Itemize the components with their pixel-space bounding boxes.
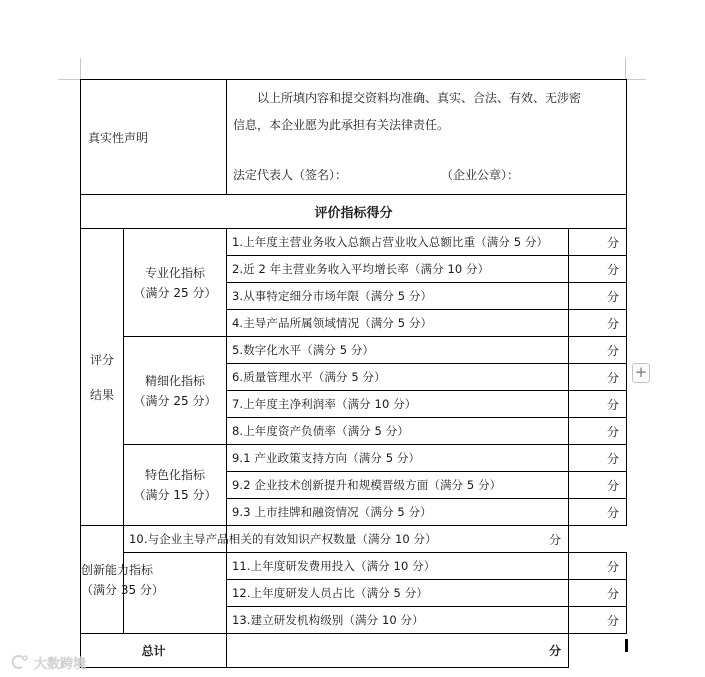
table-row xyxy=(81,553,627,580)
score-cell[interactable]: 分 xyxy=(569,607,627,634)
indicator-cell: 9.3 上市挂牌和融资情况（满分 5 分） xyxy=(227,499,569,526)
score-cell[interactable]: 分 xyxy=(569,391,627,418)
indicator-cell: 13.建立研发机构级别（满分 10 分） xyxy=(227,607,569,634)
indicator-cell: 9.2 企业技术创新提升和规模晋级方面（满分 5 分） xyxy=(227,472,569,499)
score-cell[interactable]: 分 xyxy=(569,580,627,607)
group-label-professional xyxy=(124,229,227,337)
score-cell[interactable]: 分 xyxy=(569,310,627,337)
score-result-label-line2: 结果 xyxy=(89,388,114,402)
score-cell[interactable]: 分 xyxy=(569,337,627,364)
table-row xyxy=(81,445,627,472)
watermark-logo xyxy=(10,653,100,673)
group-name: 专业化指标 xyxy=(145,265,206,280)
indicator-cell: 2.近 2 年主营业务收入平均增长率（满分 10 分） xyxy=(227,256,569,283)
indicator-cell: 6.质量管理水平（满分 5 分） xyxy=(227,364,569,391)
indicator-cell: 5.数字化水平（满分 5 分） xyxy=(227,337,569,364)
indicator-cell: 12.上年度研发人员占比（满分 5 分） xyxy=(227,580,569,607)
score-cell[interactable]: 分 xyxy=(569,256,627,283)
table-row xyxy=(81,526,627,553)
indicator-cell: 1.上年度主营业务收入总额占营业收入总额比重（满分 5 分） xyxy=(227,229,569,256)
group-name: 精细化指标 xyxy=(145,373,206,388)
legal-representative-signature-label: 法定代表人（签名）： xyxy=(233,168,348,182)
table-row xyxy=(81,229,627,256)
group-label-innovation xyxy=(81,526,164,634)
group-name: 创新能力指标 xyxy=(81,562,154,577)
score-cell[interactable]: 分 xyxy=(569,364,627,391)
group-full-score: （满分 25 分） xyxy=(133,393,217,408)
watermark-logo-icon xyxy=(10,653,100,673)
group-label-refinement xyxy=(124,337,227,445)
score-cell[interactable]: 分 xyxy=(227,526,569,553)
indicator-cell: 8.上年度资产负债率（满分 5 分） xyxy=(227,418,569,445)
score-cell[interactable]: 分 xyxy=(569,445,627,472)
section-title-row xyxy=(81,195,627,229)
score-cell[interactable]: 分 xyxy=(569,283,627,310)
indicator-cell: 3.从事特定细分市场年限（满分 5 分） xyxy=(227,283,569,310)
declaration-body xyxy=(227,80,627,195)
score-result-label xyxy=(81,229,124,526)
declaration-text-line2: 信息，本企业愿为此承担有关法律责任。 xyxy=(233,118,450,132)
evaluation-form-table xyxy=(80,79,627,668)
score-cell[interactable]: 分 xyxy=(569,553,627,580)
group-full-score: （满分 15 分） xyxy=(133,488,217,502)
table-row xyxy=(81,337,627,364)
declaration-row xyxy=(81,80,627,195)
section-title: 评价指标得分 xyxy=(81,195,627,229)
score-cell[interactable]: 分 xyxy=(569,499,627,526)
indicator-cell: 4.主导产品所属领域情况（满分 5 分） xyxy=(227,310,569,337)
group-full-score: （满分 25 分） xyxy=(133,285,217,300)
declaration-text-line1: 以上所填内容和提交资料均准确、真实、合法、有效、无涉密 xyxy=(257,91,582,105)
group-full-score: （满分 35 分） xyxy=(81,582,164,597)
group-label-specialty xyxy=(124,445,227,526)
total-label: 总计 xyxy=(81,634,227,668)
indicator-cell: 7.上年度主净利润率（满分 10 分） xyxy=(227,391,569,418)
score-cell[interactable]: 分 xyxy=(569,229,627,256)
indicator-cell: 10.与企业主导产品相关的有效知识产权数量（满分 10 分） xyxy=(124,526,227,553)
indicator-cell: 11.上年度研发费用投入（满分 10 分） xyxy=(227,553,569,580)
watermark-text: 大数跨境 xyxy=(34,657,87,672)
table-edge-marker xyxy=(625,639,628,652)
company-seal-label: （企业公章）： xyxy=(441,168,520,182)
group-name: 特色化指标 xyxy=(145,468,206,482)
total-row xyxy=(81,634,627,668)
declaration-label: 真实性声明 xyxy=(81,80,227,195)
indicator-cell: 9.1 产业政策支持方向（满分 5 分） xyxy=(227,445,569,472)
score-cell[interactable]: 分 xyxy=(569,472,627,499)
add-column-button[interactable] xyxy=(632,363,650,383)
total-score-cell[interactable]: 分 xyxy=(227,634,569,668)
score-cell[interactable]: 分 xyxy=(569,418,627,445)
score-result-label-line1: 评分 xyxy=(89,353,114,367)
plus-icon: + xyxy=(634,363,648,381)
